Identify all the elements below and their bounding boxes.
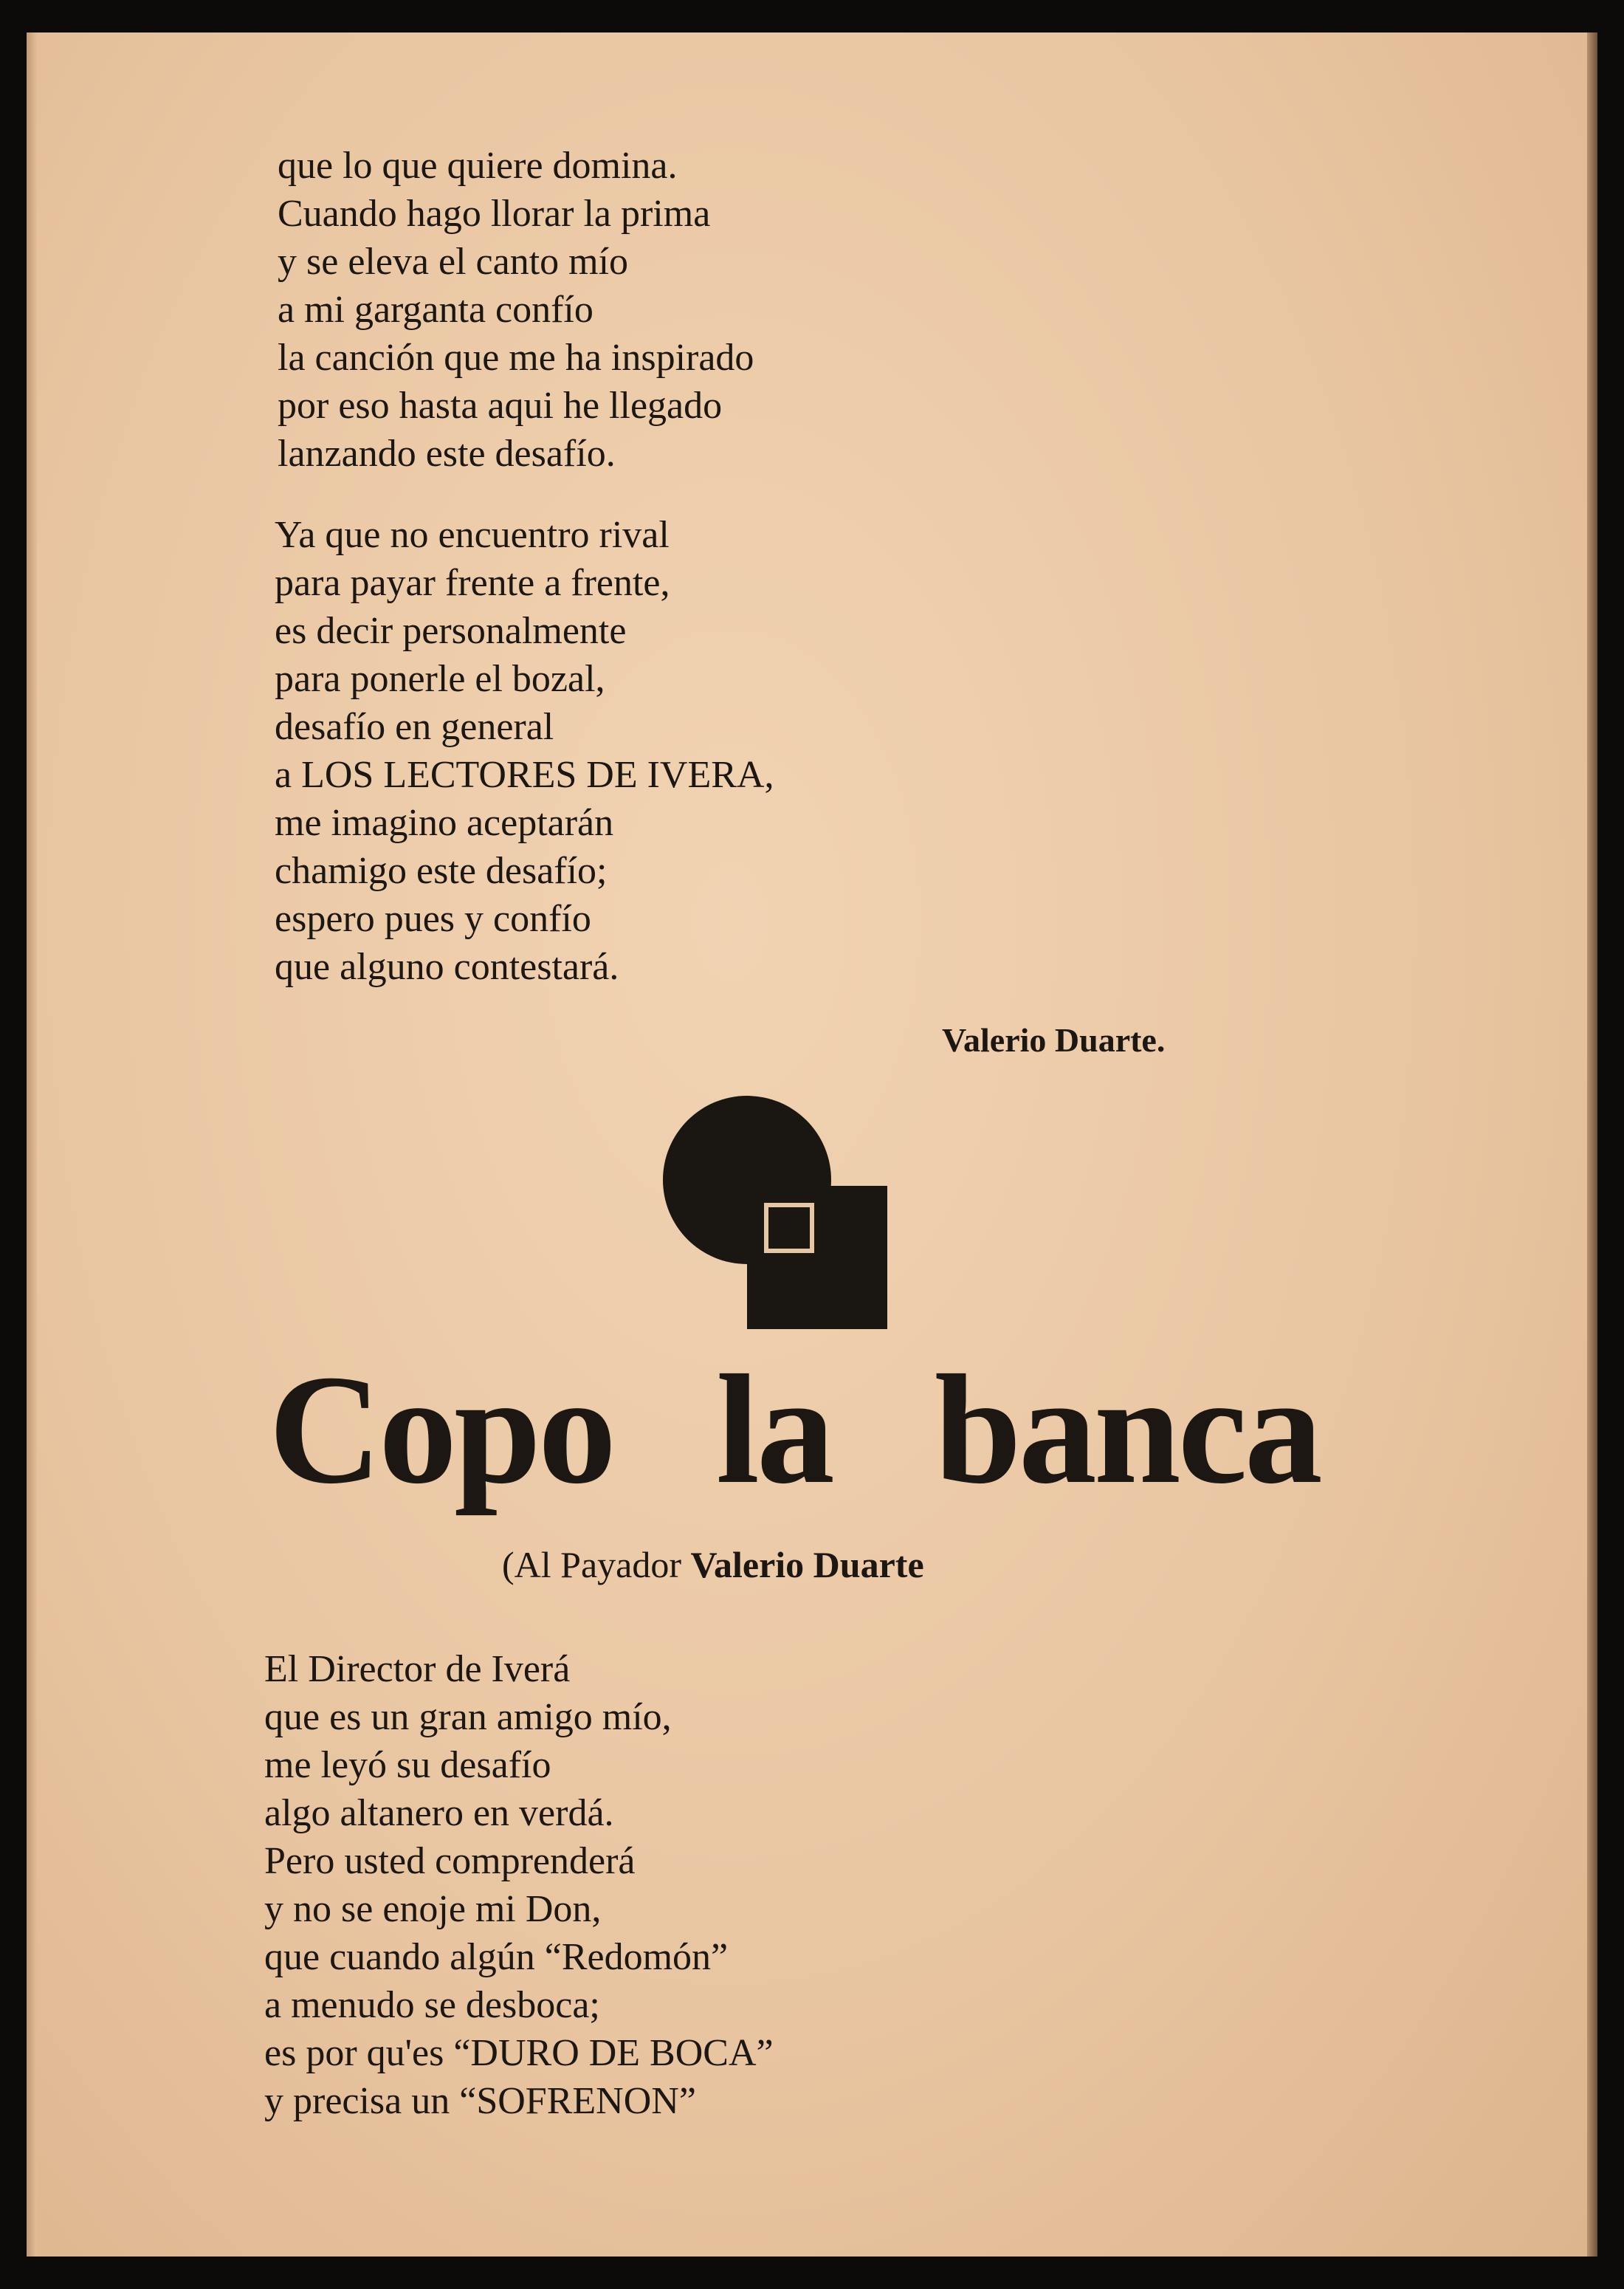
dedication-prefix: (Al Payador <box>502 1544 681 1585</box>
verse-line: a menudo se desboca; <box>264 1984 600 2026</box>
poem-title: Copo la banca <box>269 1342 1320 1516</box>
verse-line: por eso hasta aqui he llegado <box>278 385 723 427</box>
verse-line: El Director de Iverá <box>264 1648 571 1690</box>
verse-line: algo altanero en verdá. <box>264 1792 614 1834</box>
verse-line: es decir personalmente <box>275 610 627 652</box>
verse-line: y no se enoje mi Don, <box>264 1888 602 1930</box>
decorative-logo-icon <box>661 1094 890 1331</box>
author-signature: Valerio Duarte. <box>942 1021 1166 1059</box>
verse-line: que es un gran amigo mío, <box>264 1696 672 1738</box>
page-edge <box>27 32 37 2257</box>
verse-line: lanzando este desafío. <box>278 433 616 475</box>
logo-circle <box>663 1096 831 1264</box>
poem-two-stanza-1 <box>264 1645 774 2125</box>
verse-line: me leyó su desafío <box>264 1744 551 1786</box>
verse-line: y precisa un “SOFRENON” <box>264 2080 696 2122</box>
verse-line: Cuando hago llorar la prima <box>278 193 711 235</box>
verse-line: es por qu'es “DURO DE BOCA” <box>264 2032 774 2074</box>
verse-line: espero pues y confío <box>275 898 591 940</box>
verse-line: a LOS LECTORES DE IVERA, <box>275 754 774 796</box>
verse-line: me imagino aceptarán <box>275 802 614 844</box>
verse-line: Ya que no encuentro rival <box>275 514 670 556</box>
verse-line: Pero usted comprenderá <box>264 1840 636 1882</box>
verse-line: que alguno contestará. <box>275 946 619 988</box>
binding-spine <box>1587 32 1597 2257</box>
poem-one-stanza-2 <box>275 511 774 991</box>
verse-line: que cuando algún “Redomón” <box>264 1936 729 1978</box>
verse-line: para ponerle el bozal, <box>275 658 605 700</box>
verse-line: a mi garganta confío <box>278 289 593 331</box>
verse-line: chamigo este desafío; <box>275 850 608 892</box>
verse-line: la canción que me ha inspirado <box>278 337 754 379</box>
verse-line: para payar frente a frente, <box>275 562 670 604</box>
dedication-name: Valerio Duarte <box>690 1544 924 1585</box>
poem-one-stanza-1 <box>278 142 754 478</box>
verse-line: que lo que quiere domina. <box>278 145 678 187</box>
poem-dedication <box>502 1543 924 1586</box>
verse-line: desafío en general <box>275 706 554 748</box>
verse-line: y se eleva el canto mío <box>278 241 629 283</box>
